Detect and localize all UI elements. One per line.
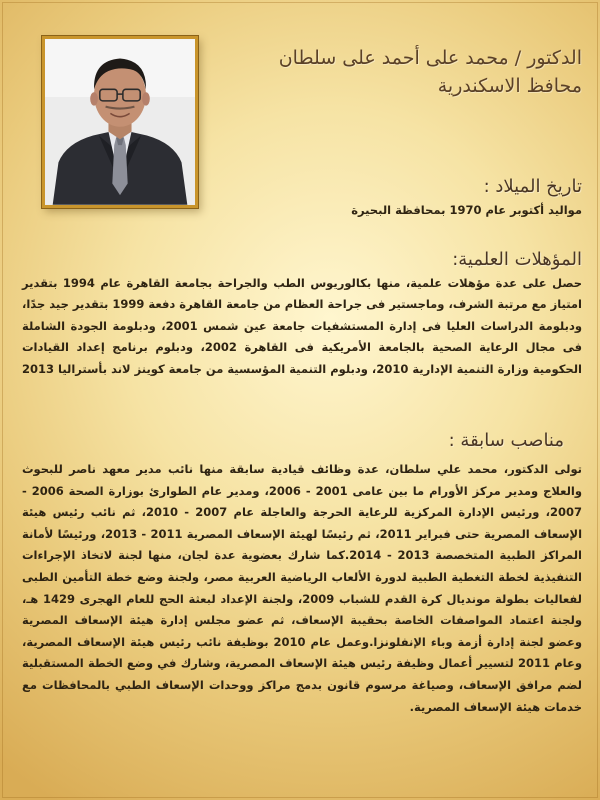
birth-heading: تاريخ الميلاد : [483, 176, 582, 197]
title-block [232, 44, 582, 100]
qualifications-heading: المؤهلات العلمية: [452, 249, 582, 270]
positions-text: تولى الدكتور، محمد علي سلطان، عدة وظائف قيادية سابقة منها نائب مدير معهد ناصر للبحوث والعلاج ومدير مركز الأورام ما بين عامى 2001 - 2006، ومدير عام الطوارئ بوزارة الصحة 2006 - 2007، ورئيس الإدارة المركزية للرعاية الحرجة والعاجلة عام 2007 - 2010، ثم نائب رئيس هيئة الإسعاف المصرية حتى فبراير 2011، ثم رئيسًا لهيئة الإسعاف المصرية 2011 - 2013، ورئيسًا لأمانة المراكز الطبية المتخصصة 2013 - 2014.كما شارك بعضوية عدة لجان، منها لجنة لاتخاذ الإجراءات التنفيذية لخطة التغطية الطبية لدورة الألعاب الرياضية العربية مصر، ولجنة وضع خطة التأمين الطبى لفعاليات بطولة مونديال كرة القدم للشباب 2009، ولجنة الإعداد لبعثة الحج للعام الهجرى 1429 هـ، ولجنة اعتماد المواصفات الخاصة بحقيبة الإسعاف، ثم عضو مجلس إدارة هيئة الإسعاف المصرية وعضو لجنة إدارة أزمة وباء الإنفلونزا.وعمل عام 2010 بوظيفة نائب رئيس هيئة الإسعاف المصرية، وعام 2011 لتسيير أعمال وظيفة رئيس هيئة الإسعاف المصرية، وشارك في وضع الخطة المستقبلية لضم مرافق الإسعاف، وصياغة مرسوم قانون بدمج مراكز ووحدات الإسعاف الطبي بالمحافظات مع خدمات هيئة الإسعاف المصرية. [22, 462, 583, 714]
role-title: محافظ الاسكندرية [437, 75, 582, 97]
qualifications-section [22, 246, 582, 380]
birth-text: مواليد أكتوبر عام 1970 بمحافظة البحيرة [351, 203, 582, 217]
portrait-photo [42, 36, 198, 208]
positions-heading: مناصب سابقة : [448, 430, 564, 451]
name-title: الدكتور / محمد على أحمد على سلطان [278, 47, 582, 69]
positions-section [22, 427, 582, 718]
birth-section [282, 174, 582, 220]
portrait-illustration [45, 39, 195, 205]
qualifications-text: حصل على عدة مؤهلات علمية، منها بكالوريوس الطب والجراحة بجامعة القاهرة عام 1994 بتقدير امتياز مع مرتبة الشرف، وماجستير فى جراحة العظام من جامعة القاهرة دفعة 1999 بتقدير جيد جدًا، ودبلومة الدراسات العليا فى إدارة المستشفيات جامعة عين شمس 2001، ودبلومة الجودة الشاملة فى مجال الرعاية الصحية بالجامعة الأمريكية فى القاهرة 2002، ودبلوم برنامج إعداد القيادات الحكومية وزارة التنمية الإدارية 2010، ودبلوم التنمية المؤسسية من جامعة كوينز لاند بأستراليا 2013 [21, 276, 582, 376]
